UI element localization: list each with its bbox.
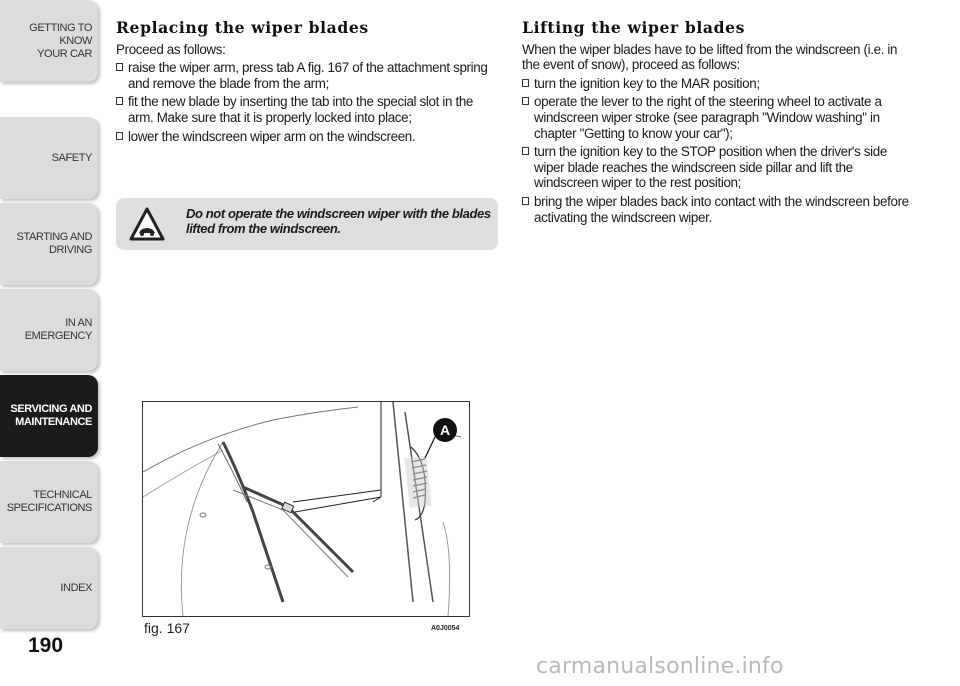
step-text: raise the wiper arm, press tab A fig. 167 of the attachment spring and remove the blade from the arm;: [128, 60, 488, 91]
checkbox-bullet-icon: [116, 97, 123, 105]
step-list: [522, 76, 918, 225]
tab-technical-specs[interactable]: [0, 461, 98, 543]
tab-starting-driving[interactable]: [0, 203, 98, 285]
tab-label: STARTING AND DRIVING: [16, 231, 92, 256]
checkbox-bullet-icon: [522, 79, 529, 87]
tab-label: GETTING TO KNOW YOUR CAR: [29, 21, 92, 60]
figure-wiper-blade: [142, 401, 470, 617]
list-item: [116, 60, 498, 91]
list-item: [116, 129, 498, 145]
section-title: Lifting the wiper blades: [522, 18, 746, 37]
warning-box: [116, 198, 498, 250]
wiper-illustration: [143, 402, 469, 616]
checkbox-bullet-icon: [522, 197, 529, 205]
step-text: turn the ignition key to the STOP position when the driver's side wiper blade reaches the windscreen side pillar and lift the windscreen wiper to the rest position;: [534, 144, 887, 191]
step-text: turn the ignition key to the MAR position;: [534, 75, 760, 91]
tab-emergency[interactable]: [0, 289, 98, 371]
list-item: [522, 194, 918, 225]
figure-caption: fig. 167: [144, 620, 190, 636]
tab-label: IN AN EMERGENCY: [24, 317, 92, 342]
tab-servicing-maintenance[interactable]: [0, 375, 98, 457]
chapter-tabs: [0, 0, 100, 640]
checkbox-bullet-icon: [116, 63, 123, 71]
tab-getting-to-know[interactable]: [0, 0, 98, 82]
right-column: [522, 20, 918, 228]
step-text: operate the lever to the right of the steering wheel to activate a windscreen wiper stroke (see paragraph "Window washing" in chapter "Getting to know your car");: [534, 94, 882, 141]
step-text: lower the windscreen wiper arm on the windscreen.: [128, 128, 416, 144]
checkbox-bullet-icon: [522, 97, 529, 105]
list-item: [522, 144, 918, 191]
intro-text: Proceed as follows:: [116, 41, 226, 57]
checkbox-bullet-icon: [116, 132, 123, 140]
list-item: [522, 94, 918, 141]
tab-index[interactable]: [0, 547, 98, 629]
tab-safety[interactable]: [0, 117, 98, 199]
step-text: fit the new blade by inserting the tab into the special slot in the arm. Make sure that it is properly locked into place;: [128, 94, 474, 125]
left-column: [116, 20, 498, 147]
tab-label: SAFETY: [51, 151, 92, 164]
callout-label: A: [439, 422, 451, 438]
checkbox-bullet-icon: [522, 147, 529, 155]
warning-text: Do not operate the windscreen wiper with the blades lifted from the windscreen.: [186, 206, 491, 236]
page-number: 190: [28, 634, 64, 657]
step-text: bring the wiper blades back into contact with the windscreen before activating the windscreen wiper.: [534, 193, 909, 225]
tab-label: SERVICING AND MAINTENANCE: [10, 403, 92, 428]
warning-triangle-icon: [128, 206, 166, 242]
list-item: [522, 76, 918, 92]
intro-text: When the wiper blades have to be lifted from the windscreen (i.e. in the event of snow), proceed as follows:: [522, 41, 898, 73]
list-item: [116, 94, 498, 125]
tab-label: TECHNICAL SPECIFICATIONS: [6, 489, 92, 514]
tab-label: INDEX: [60, 581, 92, 594]
section-title: Replacing the wiper blades: [116, 18, 369, 37]
figure-code: A0J0054: [431, 625, 460, 632]
watermark: carmanualsonline.info: [536, 654, 784, 679]
step-list: [116, 60, 498, 144]
